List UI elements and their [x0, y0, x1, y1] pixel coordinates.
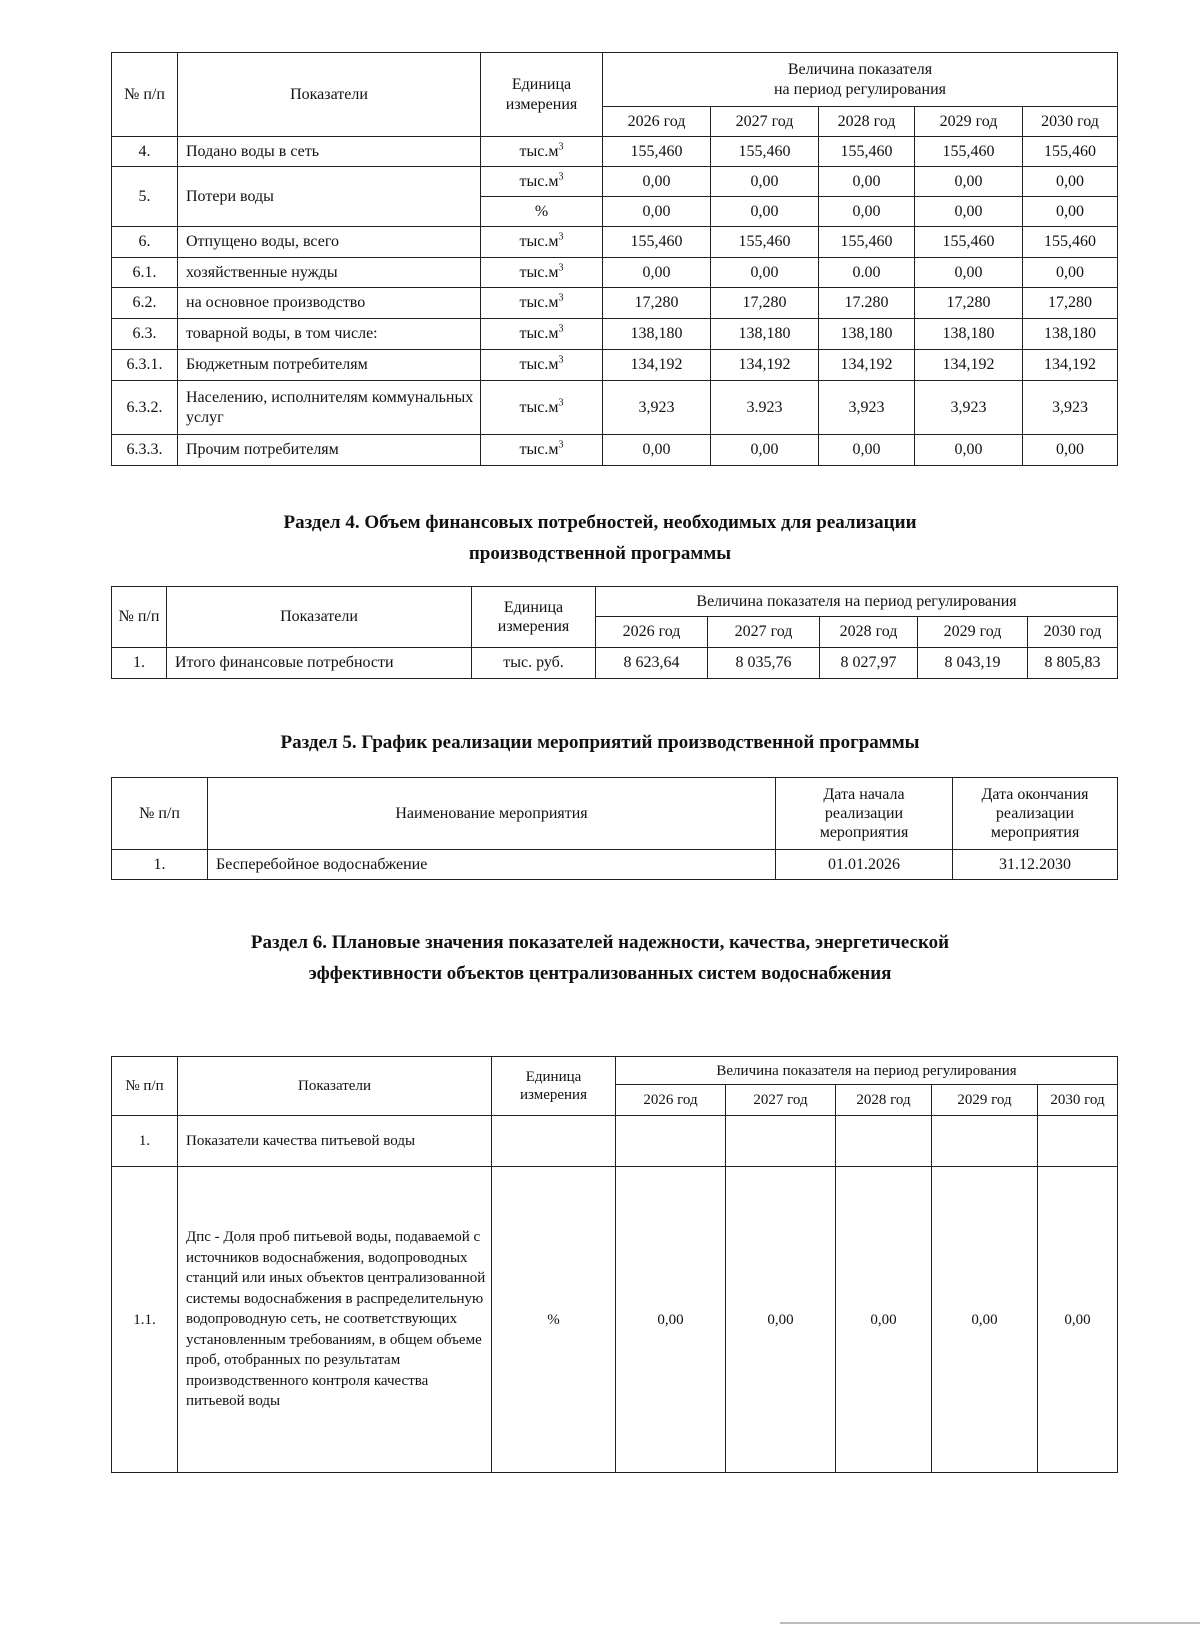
section5-title: Раздел 5. График реализации мероприятий производственной программы: [280, 732, 920, 753]
row-value: 0,00: [915, 167, 1023, 197]
row-name: Показатели качества питьевой воды: [178, 1116, 492, 1167]
table-row: [112, 350, 1118, 381]
table-row: [112, 258, 1118, 288]
row-num: 1.1.: [112, 1167, 178, 1473]
header-year: 2030 год: [1038, 1085, 1118, 1116]
row-num: 6.1.: [112, 258, 178, 288]
row-value: 17,280: [1023, 288, 1118, 319]
section6-title-line1: Раздел 6. Плановые значения показателей надежности, качества, энергетической: [250, 932, 950, 953]
table-row: [112, 850, 1118, 880]
row-num: 4.: [112, 137, 178, 167]
row-value: 155,460: [915, 137, 1023, 167]
row-value: 3,923: [1023, 381, 1118, 435]
row-name: Населению, исполнителям коммунальных услуг: [178, 381, 481, 435]
row-value: 0,00: [603, 435, 711, 466]
row-name: Подано воды в сеть: [178, 137, 481, 167]
row-value: 155,460: [819, 137, 915, 167]
row-value: 138,180: [819, 319, 915, 350]
row-value: 0,00: [711, 258, 819, 288]
table-row: [112, 381, 1118, 435]
row-value: 134,192: [1023, 350, 1118, 381]
row-unit: [492, 1116, 616, 1167]
row-name: Бюджетным потребителям: [178, 350, 481, 381]
header-year: 2026 год: [596, 617, 708, 648]
row-name: товарной воды, в том числе:: [178, 319, 481, 350]
row-name: Прочим потребителям: [178, 435, 481, 466]
row-value: 155,460: [711, 137, 819, 167]
row-value: 8 805,83: [1028, 648, 1118, 679]
row-value: 0,00: [603, 258, 711, 288]
row-value: 3,923: [915, 381, 1023, 435]
row-value: 0,00: [1023, 258, 1118, 288]
row-value: 17,280: [915, 288, 1023, 319]
row-value: 138,180: [915, 319, 1023, 350]
header-period: Величина показателя на период регулирования: [616, 1057, 1118, 1085]
header-period-line1: Величина показателя: [787, 61, 933, 79]
header-unit: Единица измерения: [481, 53, 603, 137]
table-row: [112, 288, 1118, 319]
row-unit: $тыс.м^3$: [481, 435, 603, 466]
row-value: 0,00: [616, 1167, 726, 1473]
row-value: 0.00: [819, 258, 915, 288]
row-value: 17,280: [711, 288, 819, 319]
row-unit: $тыс.м^3$: [481, 258, 603, 288]
row-name: Бесперебойное водоснабжение: [208, 850, 776, 880]
row-unit: %: [481, 197, 603, 227]
row-num: 1.: [112, 648, 167, 679]
row-num: 6.3.1.: [112, 350, 178, 381]
row-value: 0,00: [726, 1167, 836, 1473]
row-name: Потери воды: [178, 167, 481, 227]
row-value: 155,460: [819, 227, 915, 258]
row-name: Отпущено воды, всего: [178, 227, 481, 258]
row-unit: $тыс.м^3$: [481, 319, 603, 350]
row-unit: $тыс.м^3$: [481, 167, 603, 197]
row-end-date: 31.12.2030: [953, 850, 1118, 880]
table-row: [112, 227, 1118, 258]
row-value: 8 043,19: [918, 648, 1028, 679]
header-year: 2026 год: [616, 1085, 726, 1116]
reliability-indicators-table: [111, 1056, 1118, 1473]
row-num: 6.: [112, 227, 178, 258]
header-unit: Единица измерения: [472, 587, 596, 648]
row-value: 0,00: [1023, 435, 1118, 466]
row-value: 0,00: [932, 1167, 1038, 1473]
header-num: № п/п: [112, 1057, 178, 1116]
row-value: 0,00: [836, 1167, 932, 1473]
row-value: 0,00: [711, 435, 819, 466]
row-value: 134,192: [711, 350, 819, 381]
header-year: 2029 год: [918, 617, 1028, 648]
row-name: Итого финансовые потребности: [167, 648, 472, 679]
row-value: 8 027,97: [820, 648, 918, 679]
row-value: 155,460: [915, 227, 1023, 258]
header-year: 2030 год: [1023, 107, 1118, 137]
header-num: № п/п: [112, 53, 178, 137]
row-value: 8 623,64: [596, 648, 708, 679]
row-value: 0,00: [711, 167, 819, 197]
financial-needs-table: [111, 586, 1118, 679]
row-value: 17.280: [819, 288, 915, 319]
row-value: 155,460: [1023, 227, 1118, 258]
header-year: 2029 год: [915, 107, 1023, 137]
table-row: [112, 319, 1118, 350]
row-value: 0,00: [819, 197, 915, 227]
production-volume-table: [111, 52, 1118, 466]
row-unit: %: [492, 1167, 616, 1473]
header-year: 2029 год: [932, 1085, 1038, 1116]
row-value: 3.923: [711, 381, 819, 435]
row-unit: $тыс.м^3$: [481, 227, 603, 258]
table-row: [112, 648, 1118, 679]
table-row: [112, 435, 1118, 466]
row-name: хозяйственные нужды: [178, 258, 481, 288]
row-num: 6.3.2.: [112, 381, 178, 435]
row-value: 134,192: [819, 350, 915, 381]
row-value: [836, 1116, 932, 1167]
row-num: 6.3.: [112, 319, 178, 350]
row-value: 8 035,76: [708, 648, 820, 679]
header-year: 2028 год: [819, 107, 915, 137]
row-num: 1.: [112, 1116, 178, 1167]
header-year: 2027 год: [708, 617, 820, 648]
row-value: 0,00: [1023, 197, 1118, 227]
row-value: 0,00: [603, 167, 711, 197]
row-value: 0,00: [819, 435, 915, 466]
header-year: 2027 год: [726, 1085, 836, 1116]
row-value: 0,00: [915, 197, 1023, 227]
row-value: [932, 1116, 1038, 1167]
header-period: Величина показателя на период регулирования: [596, 587, 1118, 617]
header-num: № п/п: [112, 778, 208, 850]
header-period-line2: на период регулирования: [773, 80, 946, 98]
section4-title: [0, 507, 1200, 569]
table-row: [112, 137, 1118, 167]
row-value: 155,460: [1023, 137, 1118, 167]
scan-edge-line: [780, 1622, 1200, 1624]
section6-title-line2: эффективности объектов централизованных систем водоснабжения: [308, 963, 892, 984]
row-name: на основное производство: [178, 288, 481, 319]
header-year: 2028 год: [820, 617, 918, 648]
header-year: 2030 год: [1028, 617, 1118, 648]
row-value: 138,180: [711, 319, 819, 350]
row-num: 6.3.3.: [112, 435, 178, 466]
row-value: 3,923: [603, 381, 711, 435]
row-unit: $тыс.м^3$: [481, 288, 603, 319]
row-value: [726, 1116, 836, 1167]
row-value: 0,00: [819, 167, 915, 197]
header-year: 2028 год: [836, 1085, 932, 1116]
row-value: 155,460: [603, 227, 711, 258]
row-value: 0,00: [1038, 1167, 1118, 1473]
header-indicator: Показатели: [178, 1057, 492, 1116]
header-year: 2026 год: [603, 107, 711, 137]
row-value: 0,00: [711, 197, 819, 227]
row-value: 155,460: [603, 137, 711, 167]
section6-title: [0, 927, 1200, 989]
table-row: [112, 1167, 1118, 1473]
header-name: Наименование мероприятия: [208, 778, 776, 850]
row-value: [1038, 1116, 1118, 1167]
row-start-date: 01.01.2026: [776, 850, 953, 880]
header-year: 2027 год: [711, 107, 819, 137]
row-value: 17,280: [603, 288, 711, 319]
row-unit: $тыс.м^3$: [481, 137, 603, 167]
row-value: 138,180: [1023, 319, 1118, 350]
table-row: [112, 1116, 1118, 1167]
row-num: 1.: [112, 850, 208, 880]
row-value: [616, 1116, 726, 1167]
row-value: 0,00: [603, 197, 711, 227]
row-name: Дпс - Доля проб питьевой воды, подаваемой с источников водоснабжения, водопроводных станций или иных объектов централизованной системы водоснабжения в распределительную водопроводную сеть, не соответствующих установленным требованиям, в общем объеме проб, отобранных по результатам производственного контроля качества питьевой воды: [178, 1167, 492, 1473]
row-value: 0,00: [1023, 167, 1118, 197]
header-unit: Единица измерения: [492, 1057, 616, 1116]
section4-title-line1: Раздел 4. Объем финансовых потребностей, необходимых для реализации: [283, 512, 917, 533]
row-num: 6.2.: [112, 288, 178, 319]
row-value: 0,00: [915, 258, 1023, 288]
header-period: [603, 53, 1118, 107]
row-value: 155,460: [711, 227, 819, 258]
row-unit: тыс. руб.: [472, 648, 596, 679]
row-value: 3,923: [819, 381, 915, 435]
header-end-date: Дата окончания реализации мероприятия: [953, 778, 1118, 850]
row-num: 5.: [112, 167, 178, 227]
row-value: 138,180: [603, 319, 711, 350]
header-start-date: Дата начала реализации мероприятия: [776, 778, 953, 850]
row-unit: $тыс.м^3$: [481, 381, 603, 435]
header-indicator: Показатели: [167, 587, 472, 648]
header-num: № п/п: [112, 587, 167, 648]
row-unit: $тыс.м^3$: [481, 350, 603, 381]
section4-title-line2: производственной программы: [468, 543, 732, 564]
header-indicator: Показатели: [178, 53, 481, 137]
row-value: 134,192: [915, 350, 1023, 381]
row-value: 134,192: [603, 350, 711, 381]
row-value: 0,00: [915, 435, 1023, 466]
table-row: [112, 167, 1118, 197]
schedule-table: [111, 777, 1118, 880]
